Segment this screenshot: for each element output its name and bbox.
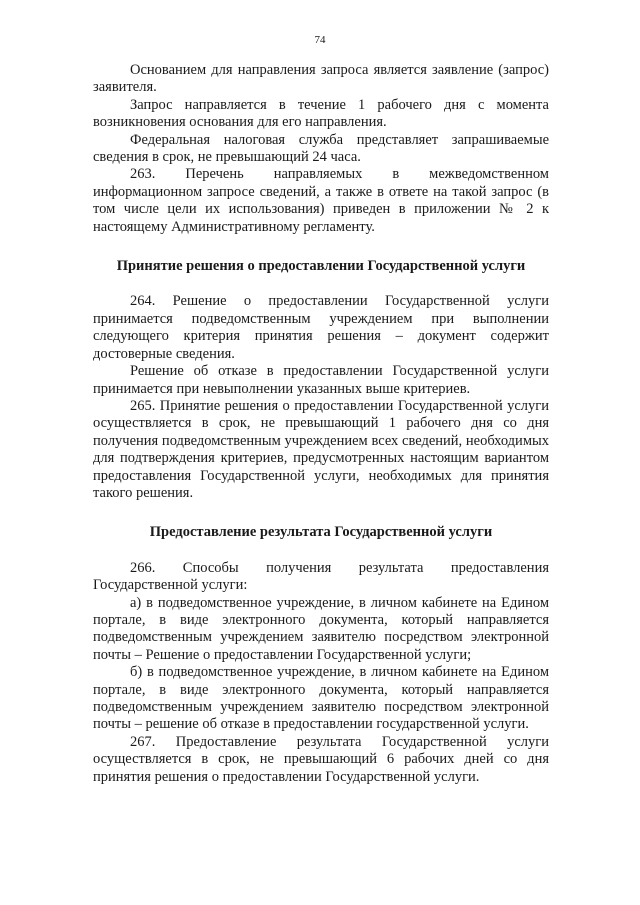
spacer [93,236,549,258]
list-item-a: а) в подведомственное учреждение, в личном кабинете на Едином портале, в виде электронного документа, который направляется подведомственным учреждением заявителю посредством электронной почты – Решение о предоставлении Государственной услуги; [93,594,549,663]
page-number: 74 [314,34,326,46]
section-heading-decision: Принятие решения о предоставлении Государственной услуги [116,258,526,275]
paragraph-263: 263. Перечень направляемых в межведомственном информационном запросе сведений, а также в ответе на такой запрос (в том числе цели их использования) приведен в приложении № 2 к настоящему Административному регламенту. [93,166,549,235]
section-heading-result: Предоставление результата Государственной услуги [149,524,493,541]
list-item-b: б) в подведомственное учреждение, в личном кабинете на Едином портале, в виде электронного документа, который направляется подведомственным учреждением заявителю посредством электронной почты – решение об отказе в предоставлении государственной услуги. [93,664,549,733]
paragraph-266: 266. Способы получения результата предоставления Государственной услуги: [93,559,549,594]
spacer [93,542,549,560]
paragraph: Федеральная налоговая служба представляет запрашиваемые сведения в срок, не превышающий 24 часа. [93,131,549,166]
paragraph-265: 265. Принятие решения о предоставлении Государственной услуги осуществляется в срок, не превышающий 1 рабочего дня со дня получения подведомственным учреждением всех сведений, необходимых для подтверждения критериев, предусмотренных настоящим вариантом предоставления Государственной услуги, необходимых для принятия такого решения. [93,397,549,501]
paragraph: Запрос направляется в течение 1 рабочего дня с момента возникновения основания для его направления. [93,96,549,131]
document-body [93,62,549,786]
spacer [93,502,549,524]
spacer [93,275,549,293]
paragraph-267: 267. Предоставление результата Государственной услуги осуществляется в срок, не превышающий 6 рабочих дней со дня принятия решения о предоставлении Государственной услуги. [93,733,549,785]
paragraph-264: 264. Решение о предоставлении Государственной услуги принимается подведомственным учреждением при выполнении следующего критерия принятия решения – документ содержит достоверные сведения. [93,293,549,362]
paragraph: Решение об отказе в предоставлении Государственной услуги принимается при невыполнении указанных выше критериев. [93,363,549,397]
paragraph: Основанием для направления запроса является заявление (запрос) заявителя. [93,62,549,96]
